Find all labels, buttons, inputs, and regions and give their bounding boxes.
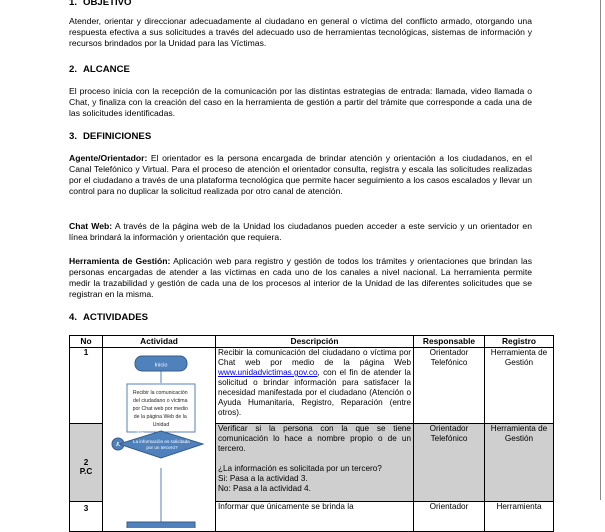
table-row [70, 348, 554, 424]
row-registro: Herramienta de Gestión [485, 348, 554, 424]
page-edge [600, 0, 601, 500]
section-heading-actividades [69, 312, 148, 323]
row-responsable: Orientador Telefónico [414, 348, 485, 424]
definition-term: Herramienta de Gestión: [69, 256, 171, 266]
activities-table [69, 335, 554, 532]
section-heading-definiciones [69, 131, 151, 142]
description-text: Recibir la comunicación del ciudadano o víctima por Chat web por medio de la página Web [218, 348, 411, 367]
row-registro: Herramienta [485, 502, 554, 532]
header-descripcion: Descripción [216, 336, 414, 348]
section-number: 1. [69, 0, 78, 8]
section-title: OBJETIVO [83, 0, 132, 8]
objetivo-text: Atender, orientar y direccionar adecuadamente al ciudadano en general o víctima del conflicto armado, otorgando una respuesta efectiva a sus solicitudes a través del adecuado uso de herramientas tecnológicas, sistemas de información y recursos brindados por la Unidad para las Víctimas. [69, 16, 532, 48]
row-responsable: Orientador Telefónico [414, 424, 485, 502]
section-number: 4. [69, 312, 78, 323]
process-box-line: Recibir la comunicación [132, 390, 188, 396]
definition-agente [69, 153, 532, 197]
section-title: DEFINICIONES [83, 131, 152, 142]
no-label: No [137, 431, 145, 437]
description-question: ¿La información es solicitada por un tercero? [218, 464, 382, 473]
row-responsable: Orientador [414, 502, 485, 532]
description-option-no: No: Pasa a la actividad 4. [218, 484, 311, 493]
row-number: 1 [70, 348, 103, 424]
definition-herramienta [69, 256, 532, 300]
process-box-line: de la página Web de la [133, 414, 187, 420]
row-number-main: 2 [83, 458, 89, 467]
section-title: ALCANCE [83, 64, 130, 75]
row-number [70, 424, 103, 502]
definition-text: Aplicación web para registro y gestión de todos los trámites y orientaciones que brindan las personas encargadas de atender a las víctimas en cada uno de los canales a nivel nacional. La herramienta permite medir la trazabilidad y gestión de cada una de los procesos al interior de la Unidad de las diferentes solicitudes que se registran en la misma. [69, 256, 532, 299]
connector-a-label: A [116, 442, 120, 448]
process-box-line: por Chat web por medio [132, 406, 188, 412]
row-description [216, 348, 414, 424]
row-registro: Herramienta de Gestión [485, 424, 554, 502]
row-description [216, 424, 414, 502]
row-number-sub: P.C [79, 467, 93, 476]
header-no: No [70, 336, 103, 348]
description-text: Verificar si la persona con la que se tiene comunicación lo hace a nombre propio o de un tercero. [218, 424, 411, 453]
row-description: Informar que únicamente se brinda la [216, 502, 414, 532]
table-header-row [70, 336, 554, 348]
description-option-si: Si: Pasa a la actividad 3. [218, 474, 308, 483]
si-label: Sí [167, 465, 173, 471]
alcance-text: El proceso inicia con la recepción de la comunicación por las distintas estrategias de entrada: llamada, video llamada o Chat, y finaliza con la creación del caso en la herramienta de gestión a partir del trámite que corresponde a cada una de las solicitudes identificadas. [69, 86, 532, 118]
definition-text: El orientador es la persona encargada de brindar atención y orientación a los ciudadanos, en el Canal Telefónico y Virtual. Para el proceso de atención el orientador consulta, registra y escala las solicitudes realizadas por el ciudadano a través de una plataforma tecnológica que permite hacer seguimiento a los casos escalados y llevar un control para no duplicar la solicitud realizada por otro canal de atención. [69, 153, 532, 196]
process-box-line: del ciudadano o víctima [133, 398, 188, 404]
section-number: 2. [69, 64, 78, 75]
process-box-line: Unidad [152, 422, 170, 428]
decision-line: por un tercero? [146, 445, 178, 450]
description-text: , con el fin de atender la solicitud o brindar información para satisfacer la necesidad manifestada por el ciudadano (Atención o Ayuda Humanitaria, Registro, Reparación (entre otros). [218, 368, 411, 417]
definition-text: A través de la página web de la Unidad los ciudadanos pueden acceder a este servicio y un orientador en línea brindará la información y orientación que requiera. [69, 221, 532, 242]
header-responsable: Responsable [414, 336, 485, 348]
row-number: 3 [70, 502, 103, 532]
decision-line: La información es solicitada [133, 439, 190, 444]
start-label: Inicio [154, 362, 168, 369]
next-process-box [127, 522, 195, 528]
header-registro: Registro [485, 336, 554, 348]
definition-chat-web [69, 221, 532, 243]
flowchart-cell [103, 348, 216, 532]
unidad-victimas-link[interactable]: www.unidadvictimas.gov.co [218, 368, 318, 377]
section-heading-objetivo [69, 0, 132, 8]
section-title: ACTIVIDADES [83, 312, 149, 323]
definition-term: Chat Web: [69, 221, 113, 231]
definition-term: Agente/Orientador: [69, 153, 148, 163]
flowchart [105, 348, 218, 528]
header-actividad: Actividad [103, 336, 216, 348]
section-heading-alcance [69, 64, 130, 75]
section-number: 3. [69, 131, 78, 142]
